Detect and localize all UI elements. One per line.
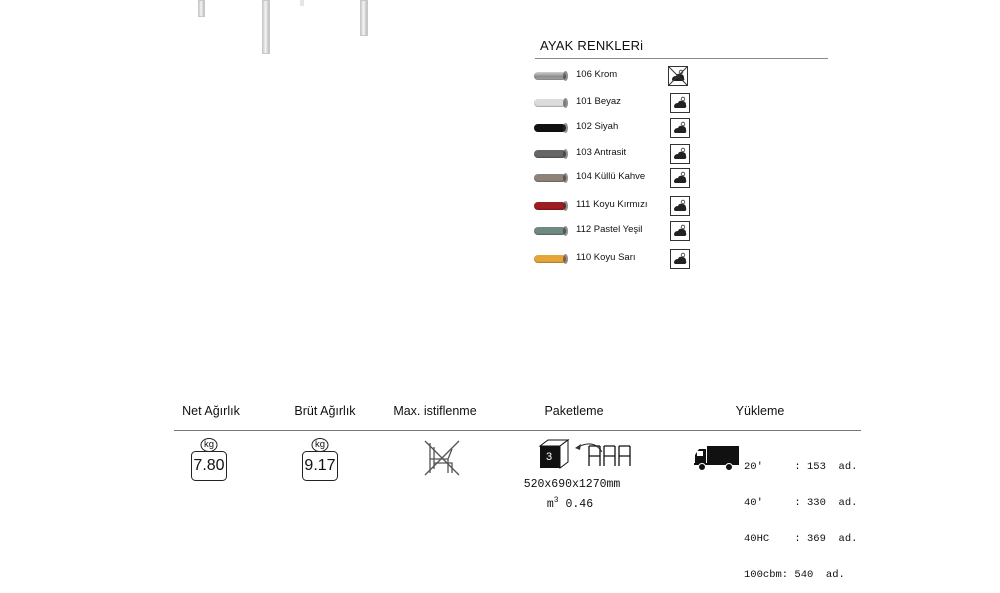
color-swatch [534,227,566,235]
leg-color-label: 102 Siyah [576,121,619,132]
leg-color-label: 110 Koyu Sarı [576,252,636,263]
leg-color-item [534,118,694,138]
outdoor-weather-icon [670,196,690,216]
outdoor-weather-icon [670,118,690,138]
chair-leg-right [360,0,368,36]
leg-color-label: 106 Krom [576,69,618,80]
net-weight-badge [190,436,230,482]
volume-exponent: 3 [553,496,559,505]
net-weight-value: 7.80 [193,457,225,474]
leg-color-item [534,221,694,241]
volume-unit: m [546,497,554,511]
packaging-heading: Paketleme [544,404,604,418]
outdoor-weather-icon [670,168,690,188]
leg-color-label: 101 Beyaz [576,96,621,107]
outdoor-weather-icon [670,93,690,113]
loading-line: 20' : 153 ad. [744,461,858,473]
color-swatch [534,99,566,107]
color-swatch [534,255,566,263]
loading-heading: Yükleme [735,404,785,418]
package-volume [530,496,610,511]
loading-line: 100cbm: 540 ad. [744,569,845,581]
leg-colors-title: AYAK RENKLERi [540,38,644,53]
indoor-only-weather-icon [668,66,688,86]
color-swatch [534,174,566,182]
color-swatch [534,150,566,158]
stacking-heading: Max. istiflenme [393,404,477,418]
gross-weight-heading: Brüt Ağırlık [294,404,356,418]
loading-line: 40' : 330 ad. [744,497,858,509]
leg-color-label: 103 Antrasit [576,147,627,158]
gross-weight-badge [301,436,341,482]
net-weight-heading: Net Ağırlık [182,404,240,418]
volume-value: 0.46 [565,497,594,511]
specs-divider [174,430,861,431]
leg-color-item [534,144,694,164]
color-swatch [534,124,566,132]
outdoor-weather-icon [670,249,690,269]
loading-line: 40HC : 369 ad. [744,533,858,545]
leg-color-item [534,93,694,113]
truck-icon [694,444,740,472]
outdoor-weather-icon [670,144,690,164]
leg-color-item [534,168,694,188]
leg-color-label: 104 Küllü Kahve [576,171,646,182]
leg-color-item [534,66,694,86]
chair-leg-back [300,0,304,6]
leg-color-label: 111 Koyu Kırmızı [576,199,648,210]
not-stackable-icon [422,437,462,477]
chair-leg-middle [262,0,270,54]
color-swatch [534,202,566,210]
color-swatch [534,72,566,80]
chair-leg-left [198,0,205,17]
leg-color-item [534,196,694,216]
chairs-icon [587,444,635,468]
outdoor-weather-icon [670,221,690,241]
leg-colors-divider [535,58,828,59]
weight-unit: kg [314,439,326,450]
package-dimensions: 520x690x1270mm [523,478,621,491]
loading-capacity [744,437,857,593]
weight-unit: kg [203,439,215,450]
leg-color-label: 112 Pastel Yeşil [576,224,643,235]
leg-color-item [534,249,694,269]
gross-weight-value: 9.17 [304,457,336,474]
box-count: 3 [545,451,553,463]
